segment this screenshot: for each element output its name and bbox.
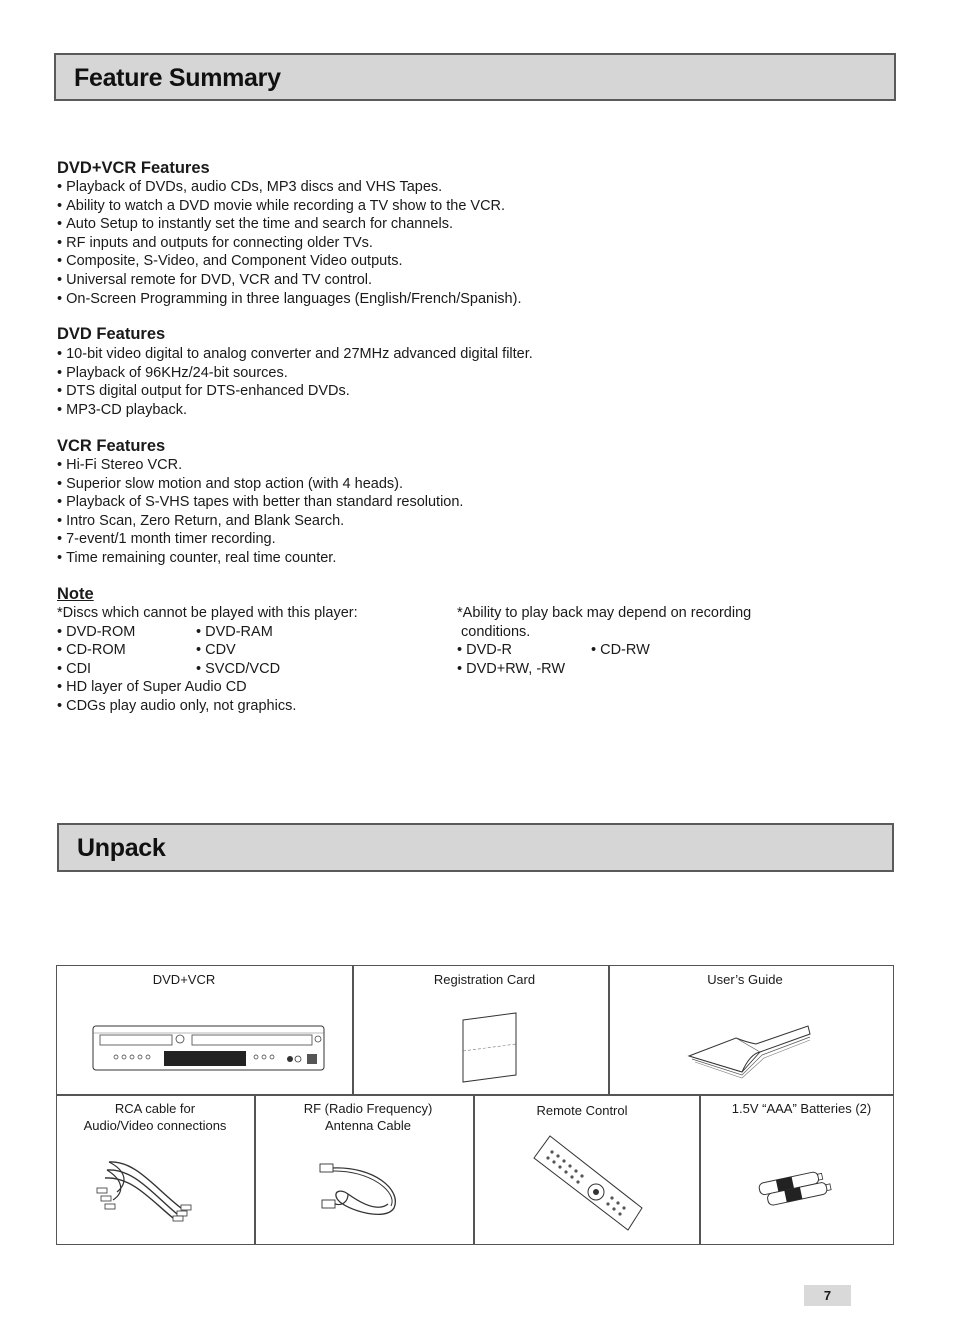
batteries-illustration bbox=[756, 1170, 838, 1206]
list-item: • 10-bit video digital to analog converter and 27MHz advanced digital filter. bbox=[57, 345, 533, 364]
list-item: • Hi-Fi Stereo VCR. bbox=[57, 456, 463, 475]
unsupported-disc: • CD-ROM bbox=[57, 641, 126, 660]
note-title: Note bbox=[57, 585, 94, 603]
unsupported-disc: • DVD-RAM bbox=[196, 623, 273, 642]
unpack-title: Unpack bbox=[77, 834, 166, 862]
rf-cable-caption bbox=[254, 1100, 482, 1134]
rca-cable-caption bbox=[56, 1100, 254, 1134]
unsupported-disc: • CDV bbox=[196, 641, 236, 660]
rf-cable-caption-line: RF (Radio Frequency) bbox=[303, 1101, 433, 1116]
list-item: • Superior slow motion and stop action (with 4 heads). bbox=[57, 475, 463, 494]
list-item: • Intro Scan, Zero Return, and Blank Search. bbox=[57, 512, 463, 531]
rf-cable-illustration bbox=[318, 1160, 404, 1222]
unpack-banner bbox=[57, 823, 894, 872]
unsupported-disc: • HD layer of Super Audio CD bbox=[57, 678, 247, 697]
page-number: 7 bbox=[804, 1285, 851, 1306]
dvd-vcr-features-list bbox=[57, 178, 521, 308]
list-item: • Auto Setup to instantly set the time and search for channels. bbox=[57, 215, 521, 234]
batteries-caption: 1.5V “AAA” Batteries (2) bbox=[731, 1101, 872, 1116]
dvd-vcr-illustration bbox=[92, 1023, 327, 1073]
list-item: • Ability to watch a DVD movie while recording a TV show to the VCR. bbox=[57, 197, 521, 216]
dvd-features-list bbox=[57, 345, 533, 419]
conditional-disc: • DVD+RW, -RW bbox=[457, 660, 565, 679]
list-item: • Universal remote for DVD, VCR and TV control. bbox=[57, 271, 521, 290]
conditional-disc: • CD-RW bbox=[591, 641, 650, 660]
conditional-disc: • DVD-R bbox=[457, 641, 512, 660]
note-left-intro: *Discs which cannot be played with this player: bbox=[57, 605, 358, 621]
feature-summary-banner bbox=[54, 53, 896, 101]
list-item: • MP3-CD playback. bbox=[57, 401, 533, 420]
dvd-vcr-features-title: DVD+VCR Features bbox=[57, 159, 210, 177]
registration-card-caption: Registration Card bbox=[433, 972, 536, 987]
list-item: • Composite, S-Video, and Component Video outputs. bbox=[57, 252, 521, 271]
dvd-vcr-caption: DVD+VCR bbox=[152, 972, 216, 987]
list-item: • 7-event/1 month timer recording. bbox=[57, 530, 463, 549]
note-right-intro-cont: conditions. bbox=[461, 624, 531, 640]
users-guide-caption: User’s Guide bbox=[707, 972, 783, 987]
dvd-features-title: DVD Features bbox=[57, 325, 166, 343]
unsupported-disc: • SVCD/VCD bbox=[196, 660, 280, 679]
list-item: • Playback of 96KHz/24-bit sources. bbox=[57, 364, 533, 383]
list-item: • RF inputs and outputs for connecting older TVs. bbox=[57, 234, 521, 253]
list-item: • Playback of S-VHS tapes with better than standard resolution. bbox=[57, 493, 463, 512]
list-item: • On-Screen Programming in three languages (English/French/Spanish). bbox=[57, 290, 521, 309]
vcr-features-list bbox=[57, 456, 463, 568]
users-guide-illustration bbox=[686, 1020, 812, 1080]
unsupported-disc: • CDI bbox=[57, 660, 91, 679]
table-divider bbox=[56, 1094, 894, 1096]
rf-cable-caption-line: Antenna Cable bbox=[324, 1118, 411, 1133]
vcr-features-title: VCR Features bbox=[57, 437, 166, 455]
list-item: • DTS digital output for DTS-enhanced DVDs. bbox=[57, 382, 533, 401]
remote-control-caption: Remote Control bbox=[536, 1103, 628, 1118]
unsupported-disc: • DVD-ROM bbox=[57, 623, 135, 642]
feature-summary-title: Feature Summary bbox=[74, 64, 281, 92]
registration-card-illustration bbox=[462, 1012, 518, 1084]
list-item: • Time remaining counter, real time counter. bbox=[57, 549, 463, 568]
note-right-intro: *Ability to play back may depend on recording bbox=[457, 605, 752, 621]
unsupported-disc: • CDGs play audio only, not graphics. bbox=[57, 697, 296, 716]
rca-cable-caption-line: RCA cable for bbox=[114, 1101, 196, 1116]
rca-cable-illustration bbox=[95, 1158, 201, 1222]
remote-control-illustration bbox=[530, 1134, 646, 1232]
list-item: • Playback of DVDs, audio CDs, MP3 discs and VHS Tapes. bbox=[57, 178, 521, 197]
rca-cable-caption-line: Audio/Video connections bbox=[83, 1118, 227, 1133]
